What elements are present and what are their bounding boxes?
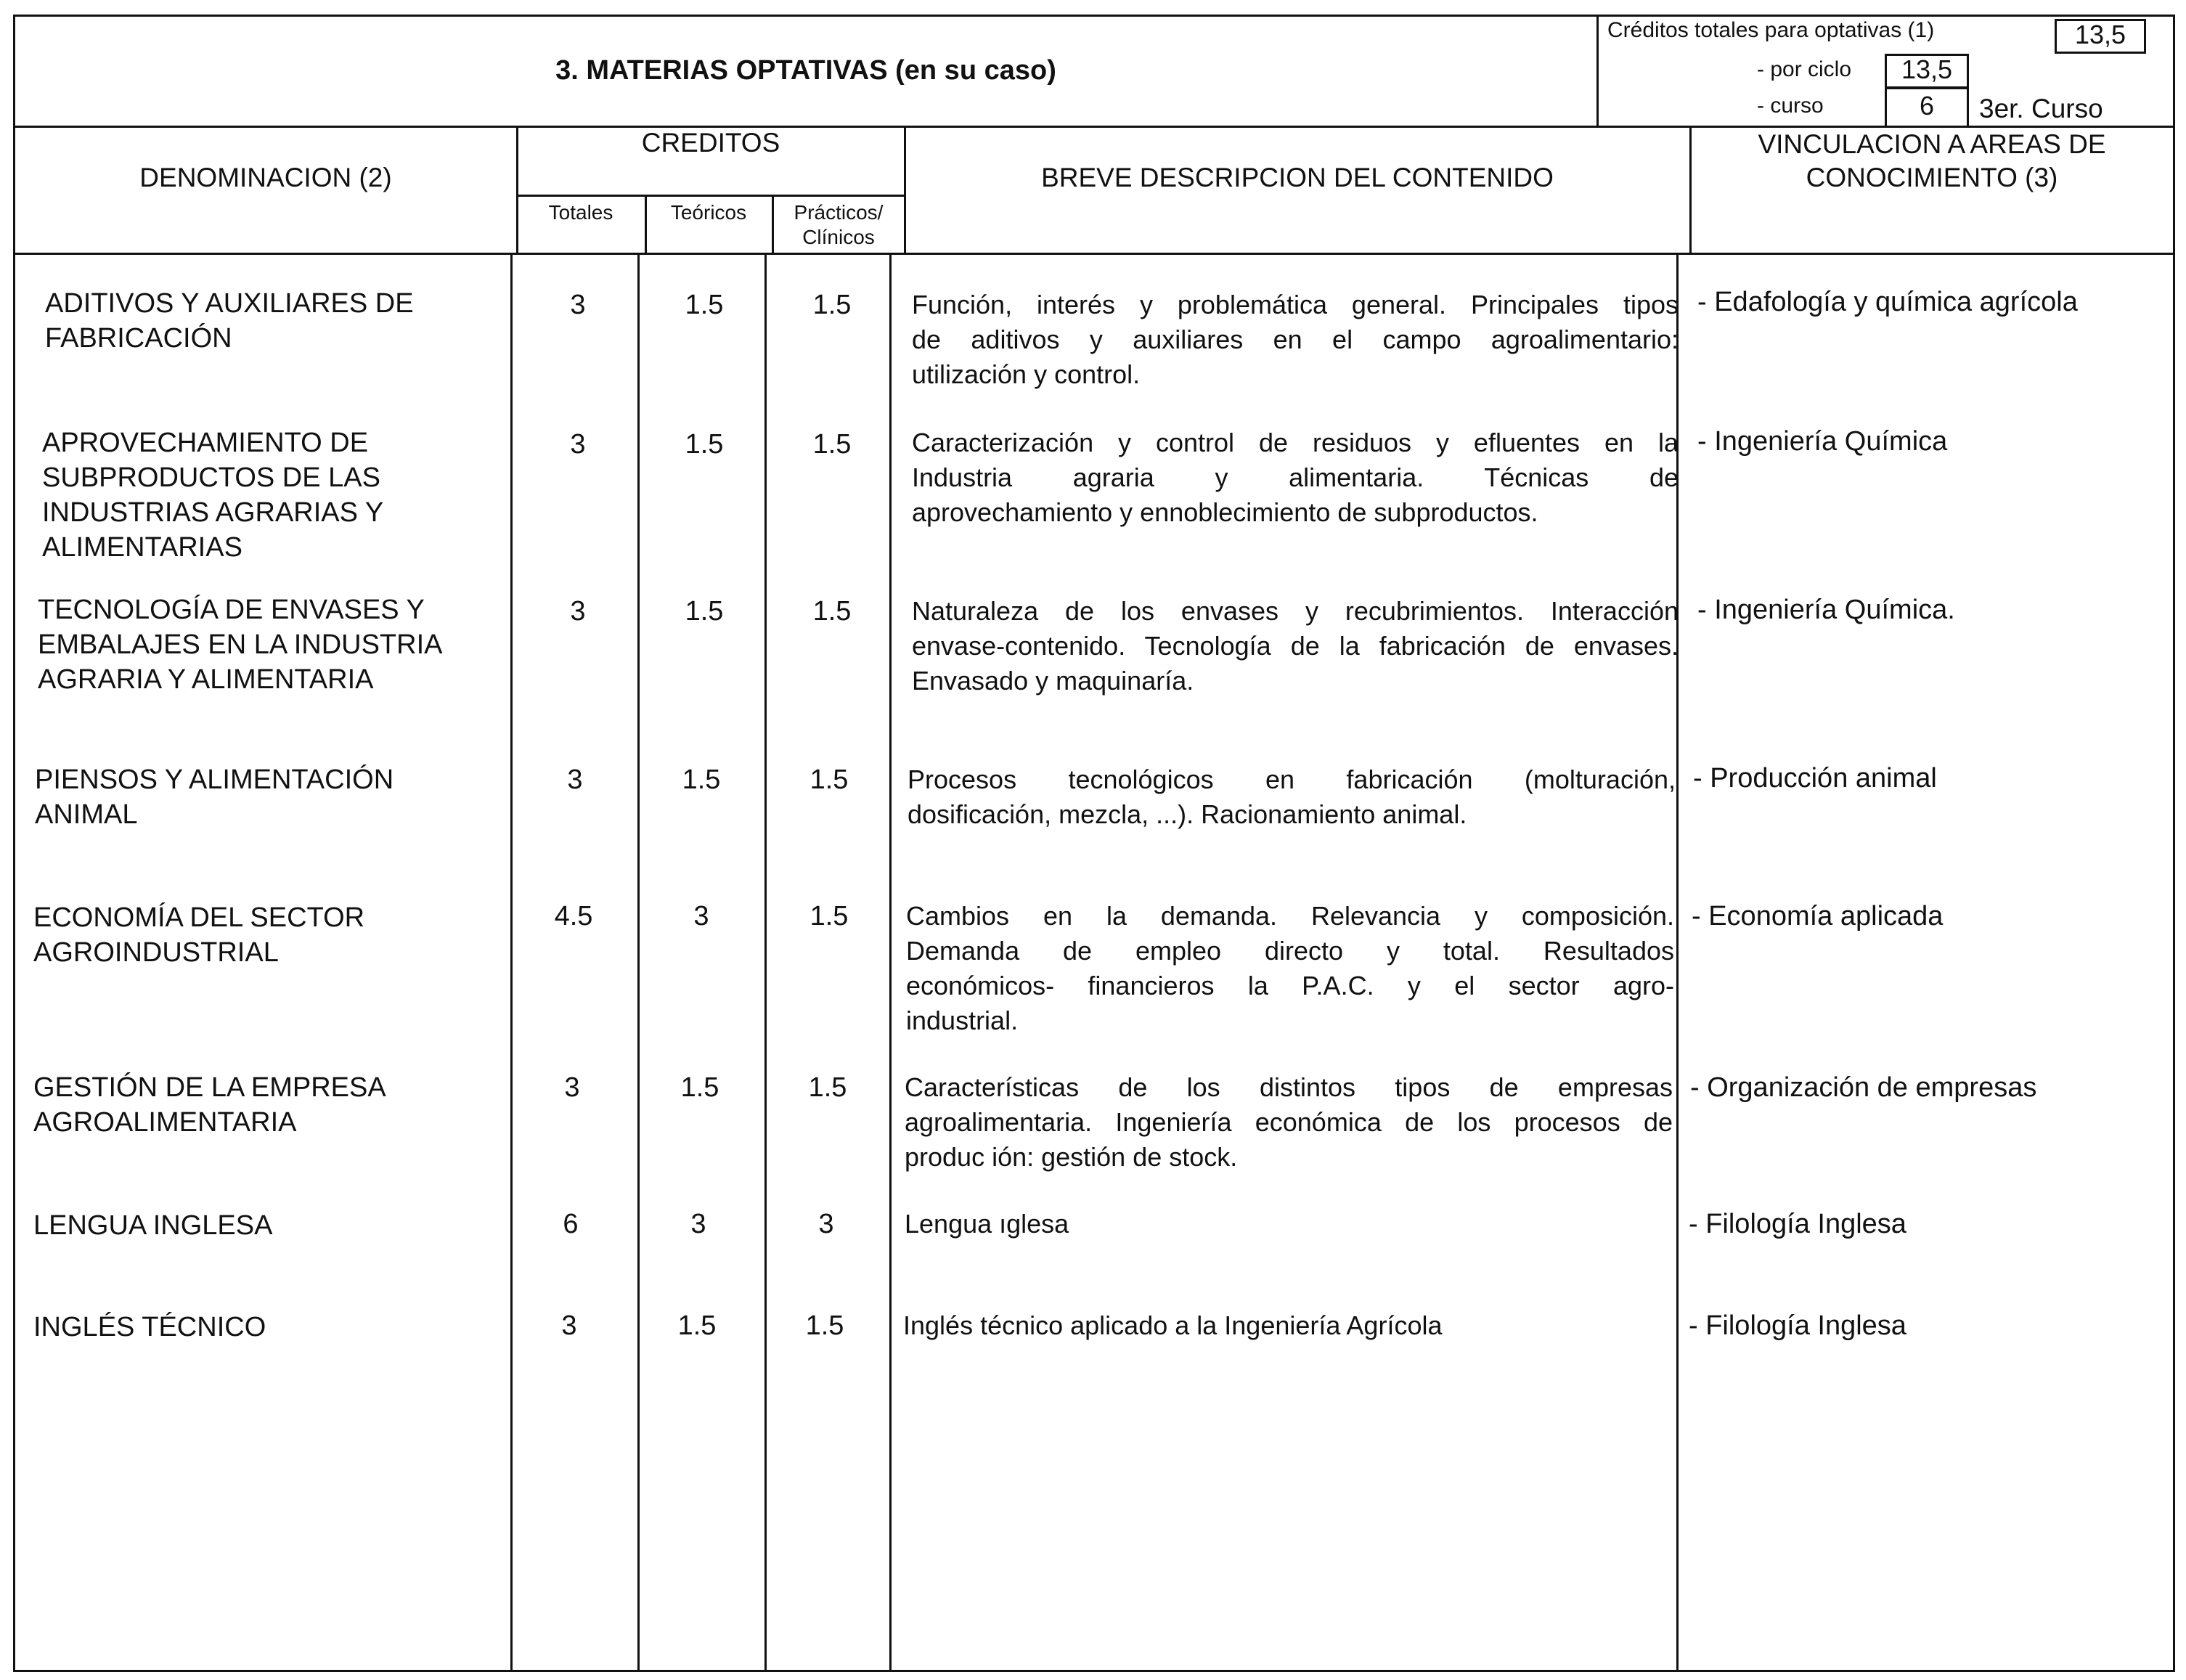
subject-name-line: ECONOMÍA DEL SECTOR: [33, 902, 365, 933]
credits-totales: 3: [567, 764, 583, 795]
knowledge-area: - Producción animal: [1693, 763, 1937, 794]
body-divider-3: [764, 255, 767, 1672]
header-denominacion: DENOMINACION (2): [139, 163, 392, 192]
subject-name-line: INDUSTRIAS AGRARIAS Y: [42, 497, 384, 528]
description-line: Lengua ıglesa: [905, 1209, 1069, 1239]
description-line: Envasado y maquinaría.: [912, 666, 1194, 696]
header-clinicos: Clínicos: [802, 226, 875, 248]
description-line: envase-contenido. Tecnología de la fabricación de envases.: [912, 631, 1679, 661]
subject-name-line: APROVECHAMIENTO DE: [42, 428, 369, 458]
total-credits-value: 13,5: [2055, 19, 2146, 54]
page-title: 3. MATERIAS OPTATIVAS (en su caso): [555, 55, 1056, 86]
subject-name-line: PIENSOS Y ALIMENTACIÓN: [35, 764, 394, 795]
credits-practicos: 1.5: [812, 429, 852, 460]
subject-name-line: FABRICACIÓN: [45, 323, 232, 354]
description-line: de aditivos y auxiliares en el campo agroalimentario:: [912, 325, 1679, 354]
credits-practicos: 1.5: [812, 596, 852, 627]
title-credits-divider: [1596, 15, 1599, 128]
subject-name-line: AGROALIMENTARIA: [33, 1107, 297, 1138]
header-bottom-border: [13, 253, 2175, 255]
credits-teoricos: 3: [690, 1209, 706, 1239]
credits-practicos: 1.5: [809, 764, 849, 795]
subject-name-line: ALIMENTARIAS: [42, 532, 242, 563]
subject-name-line: SUBPRODUCTOS DE LAS: [42, 462, 380, 493]
curso-name: 3er. Curso: [1979, 94, 2103, 123]
curso-value: 6: [1885, 87, 1969, 128]
description-line: Industria agraria y alimentaria. Técnicas de: [912, 462, 1679, 492]
credits-practicos: 3: [818, 1209, 834, 1239]
credits-teoricos: 1.5: [677, 1310, 717, 1341]
description-line: utilización y control.: [912, 359, 1141, 389]
subject-name-line: AGROINDUSTRIAL: [33, 937, 279, 968]
header-totales: Totales: [548, 201, 613, 224]
credits-practicos: 1.5: [808, 1072, 847, 1103]
subject-name-line: INGLÉS TÉCNICO: [33, 1312, 266, 1342]
credits-teoricos: 1.5: [685, 596, 724, 627]
header-vinculacion: VINCULACION A AREAS DE: [1758, 129, 2106, 159]
credits-teoricos: 1.5: [685, 290, 724, 320]
subject-name-line: GESTIÓN DE LA EMPRESA: [33, 1072, 386, 1103]
subject-name-line: TECNOLOGÍA DE ENVASES Y: [38, 595, 425, 625]
header-practicos: Prácticos/: [794, 201, 884, 224]
subject-name-line: EMBALAJES EN LA INDUSTRIA: [38, 629, 443, 660]
credits-teoricos: 3: [693, 901, 709, 931]
credits-teoricos: 1.5: [685, 429, 724, 460]
credits-totales: 3: [564, 1072, 580, 1103]
header-teoricos: Teóricos: [670, 201, 747, 224]
header-conocimiento: CONOCIMIENTO (3): [1806, 163, 2058, 192]
header-descripcion: BREVE DESCRIPCION DEL CONTENIDO: [1041, 163, 1554, 192]
credits-totales: 4.5: [554, 901, 593, 931]
credits-practicos: 1.5: [809, 901, 849, 931]
subject-name-line: AGRARIA Y ALIMENTARIA: [38, 664, 374, 695]
header-creditos: CREDITOS: [641, 128, 780, 158]
subject-name-line: LENGUA INGLESA: [33, 1210, 273, 1241]
credits-totales: 6: [563, 1209, 579, 1239]
body-divider-2: [637, 255, 640, 1672]
credits-totales: 3: [561, 1310, 577, 1341]
description-line: aprovechamiento y ennoblecimiento de subproductos.: [912, 497, 1538, 527]
top-border: [13, 15, 2175, 17]
knowledge-area: - Ingeniería Química: [1697, 426, 1948, 457]
description-line: Demanda de empleo directo y total. Resultados: [906, 936, 1674, 966]
description-line: Caracterización y control de residuos y efluentes en la: [912, 428, 1679, 457]
description-line: Naturaleza de los envases y recubrimientos. Interacción: [912, 596, 1679, 626]
description-line: dosificación, mezcla, ...). Racionamiento animal.: [908, 799, 1467, 829]
left-border: [13, 15, 15, 1672]
curso-label: - curso: [1757, 94, 1824, 118]
right-border: [2173, 15, 2175, 1672]
description-line: agroalimentaria. Ingeniería económica de los procesos de: [905, 1107, 1673, 1137]
credits-teoricos: 1.5: [680, 1072, 719, 1103]
body-divider-1: [510, 255, 513, 1672]
description-line: produc ión: gestión de stock.: [905, 1142, 1238, 1172]
knowledge-area: - Organización de empresas: [1690, 1072, 2037, 1103]
description-line: industrial.: [906, 1006, 1019, 1035]
creditos-subheader-divider: [516, 195, 906, 197]
knowledge-area: - Filología Inglesa: [1689, 1310, 1906, 1341]
credits-practicos: 1.5: [805, 1310, 844, 1341]
credits-totales: 3: [570, 596, 586, 627]
description-line: Procesos tecnológicos en fabricación (molturación,: [908, 764, 1676, 794]
subject-name-line: ANIMAL: [35, 799, 138, 830]
description-line: Inglés técnico aplicado a la Ingeniería Agrícola: [903, 1310, 1443, 1340]
subject-name-line: ADITIVOS Y AUXILIARES DE: [45, 288, 414, 319]
knowledge-area: - Edafología y química agrícola: [1697, 287, 2078, 317]
total-credits-label: Créditos totales para optativas (1): [1607, 18, 1935, 42]
bottom-border: [13, 1670, 2175, 1672]
credits-practicos: 1.5: [812, 290, 852, 320]
description-line: Función, interés y problemática general. Principales tipos: [912, 290, 1679, 319]
knowledge-area: - Ingeniería Química.: [1697, 595, 1955, 625]
ciclo-label: - por ciclo: [1757, 57, 1852, 81]
body-divider-4: [889, 255, 892, 1672]
knowledge-area: - Filología Inglesa: [1689, 1209, 1906, 1239]
credits-teoricos: 1.5: [682, 764, 721, 795]
credits-totales: 3: [570, 429, 586, 460]
credits-totales: 3: [570, 290, 586, 320]
ciclo-value: 13,5: [1885, 54, 1969, 89]
description-line: Cambios en la demanda. Relevancia y composición.: [906, 901, 1674, 931]
description-line: económicos- financieros la P.A.C. y el sector agro-: [906, 971, 1674, 1000]
description-line: Características de los distintos tipos de empresas: [905, 1072, 1673, 1102]
knowledge-area: - Economía aplicada: [1692, 901, 1944, 931]
